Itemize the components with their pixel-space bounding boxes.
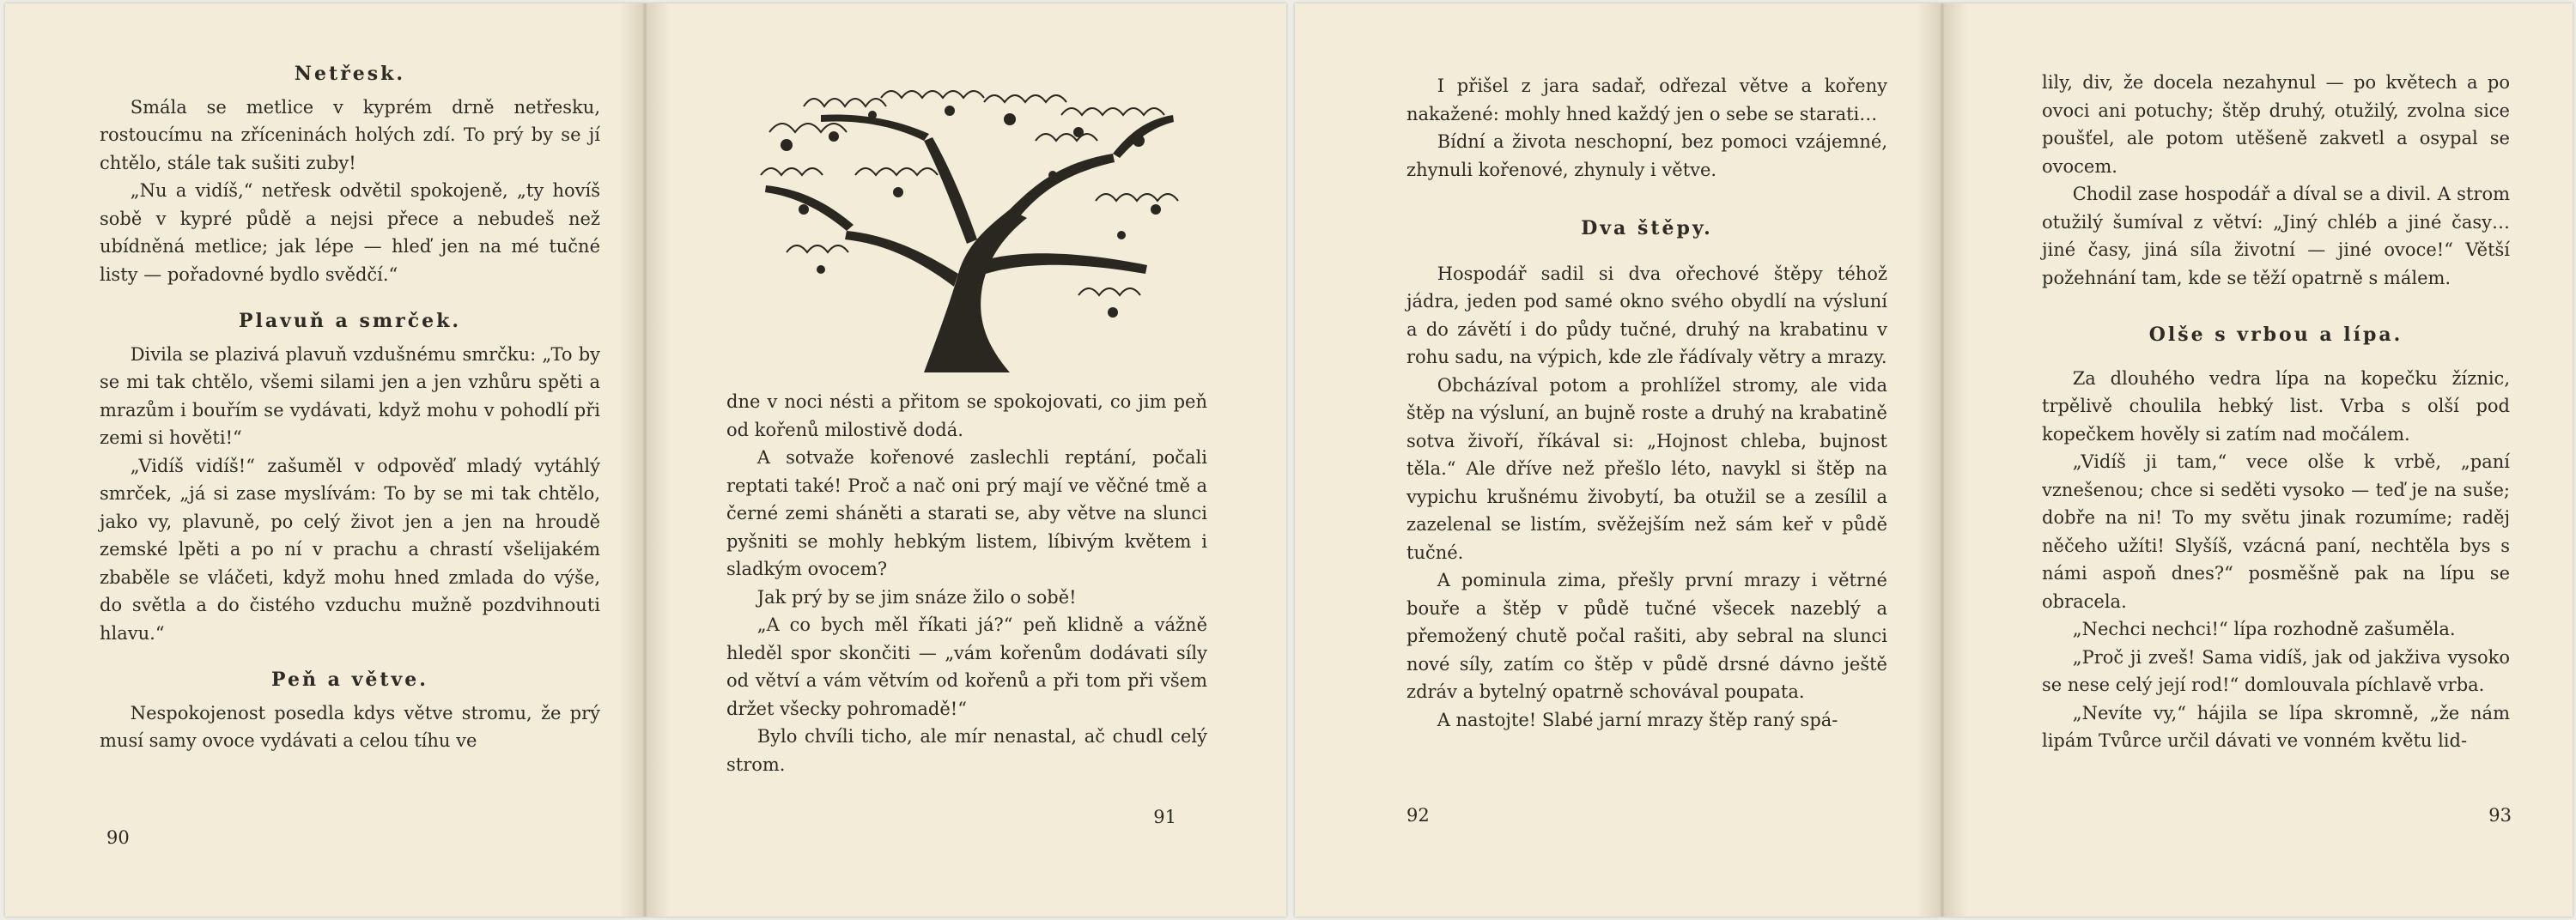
- paragraph: „Proč ji zveš! Sama vidíš, jak od jakživa vysoko se nese celý její rod!“ domlouvala píchlavě vrba.: [2042, 646, 2510, 695]
- heading-pen: Peň a větve.: [271, 669, 428, 691]
- paragraph: „Vidíš ji tam,“ vece olše k vrbě, „paní vznešenou; chce si seděti vysoko — teď je na suše; dobře na ni! To my světu jinak rozumíme; raděj něčeho užíti! Slyšíš, vzácná paní, nechtěla bys s námi aspoň dnes?“ posměšně pak na lípu se obracela.: [2042, 451, 2510, 612]
- paragraph: „Vidíš vidíš!“ zašuměl v odpověď mladý vytáhlý smrček, „já si zase myslívám: To by se mi tak chtělo, jako vy, plavuně, po celý život jen a jen na hroudě zemské lpěti a po ní v prachu a chrastí všelijakém zbaběle se vláčeti, když mohu hned zmlada do výše, do světla a do čistého vzduchu mužně pozdvihnouti hlavu.“: [100, 455, 600, 644]
- paragraph: Za dlouhého vedra lípa na kopečku žíznic, trpělivě choulila hebký list. Vrba s olší pod kopečkem hověly si zatím nad močálem.: [2042, 367, 2510, 445]
- paragraph: „A co bych měl říkati já?“ peň klidně a vážně hleděl spor skončiti — „vám kořenům dodávati síly od větví a vám větvím od kořenů a při tom při všem držet všecky pohromadě!“: [726, 614, 1207, 719]
- paragraph: dne v noci nésti a přitom se spokojovati, co jim peň od kořenů milostivě dodá.: [726, 391, 1207, 440]
- book-gutter: [619, 3, 671, 917]
- heading-plavun: Plavuň a smrček.: [238, 310, 462, 332]
- book-gutter: [1917, 3, 1968, 917]
- page-number: 90: [106, 826, 130, 848]
- page-93: [2042, 3, 2510, 917]
- paragraph: Divila se plazivá plavuň vzdušnému smrčku: „To by se mi tak chtělo, všemi silami jen a jen vzhůru spěti a mrazům i bouřím se vydávati, když mohu v pohodlí při zemi si hověti!“: [100, 343, 600, 448]
- tree-illustration: [752, 81, 1182, 372]
- paragraph: A nastojte! Slabé jarní mrazy štěp raný spá-: [1437, 709, 1838, 730]
- page-number: 93: [2488, 804, 2512, 826]
- right-spread: [1295, 3, 2573, 917]
- page-number: 92: [1406, 804, 1430, 826]
- page-90: [100, 3, 600, 917]
- heading-netresk: Netřesk.: [294, 63, 406, 85]
- page-92: [1406, 3, 1887, 917]
- paragraph: I přišel z jara sadař, odřezal větve a kořeny nakažené: mohly hned každý jen o sebe se starati…: [1406, 76, 1887, 124]
- paragraph: „Nu a vidíš,“ netřesk odvětil spokojeně, „ty hovíš sobě v kypré půdě a nejsi přece a nebudeš než ubídněná metlice; jak lépe — hleď jen na mé tučné listy — pořadovné bydlo svědčí.“: [100, 180, 600, 285]
- paragraph: Bylo chvíli ticho, ale mír nenastal, ač chudl celý strom.: [726, 726, 1207, 775]
- paragraph: Chodil zase hospodář a díval se a divil. A strom otužilý šumíval z větví: „Jiný chléb a jiné časy… jiné časy, jiná síla životní — jiné ovoce!“ Větší požehnání tam, kde se těží opatrně s málem.: [2042, 184, 2510, 288]
- page-number: 91: [1153, 806, 1176, 827]
- paragraph: Nespokojenost posedla kdys větve stromu, že prý musí samy ovoce vydávati a celou tíhu ve: [100, 702, 600, 751]
- paragraph: A pominula zima, přešly první mrazy i větrné bouře a štěp v půdě tučné všecek nazeblý a přemožený chutě počal rašiti, aby sebral na slunci nové síly, zatím co štěp v půdě drsné dávno ještě zdráv a bytelný opatrně schovával poupata.: [1406, 570, 1887, 702]
- paragraph: Obcházíval potom a prohlížel stromy, ale vida štěp na výsluní, an bujně roste a druhý na krabatině sotva živoří, říkával si: „Hojnost chleba, bujnost těla.“ Ale dříve než přešlo léto, navykl si štěp na vypichu krušnému živobytí, ba otužil se a zesílil a zazelenal se listím, svěžejším než sám keř v půdě tučné.: [1406, 374, 1887, 563]
- heading-stepy: Dva štěpy.: [1581, 217, 1713, 239]
- page-91: [726, 3, 1207, 917]
- left-spread: [5, 3, 1286, 917]
- paragraph: lily, div, že docela nezahynul — po květech a po ovoci ani potuchy; štěp druhý, otužilý, zvolna sice poušťel, ale potom utěšeně zakvetl a osypal se ovocem.: [2042, 72, 2510, 177]
- paragraph: Jak prý by se jim snáze žilo o sobě!: [756, 586, 1077, 608]
- paragraph: Smála se metlice v kyprém drně netřesku, rostoucímu na zříceninách holých zdí. To prý by se jí chtělo, stále tak sušiti zuby!: [100, 96, 600, 173]
- heading-olse: Olše s vrbou a lípa.: [2148, 324, 2403, 346]
- paragraph: „Nechci nechci!“ lípa rozhodně zašuměla.: [2072, 619, 2456, 639]
- paragraph: Bídní a života neschopní, bez pomoci vzájemné, zhynuli kořenové, zhynuly i větve.: [1406, 131, 1887, 180]
- paragraph: Hospodář sadil si dva ořechové štěpy téhož jádra, jeden pod samé okno svého obydlí na výsluní a do závětí i do půdy tučné, druhý na krabatinu v rohu sadu, na výpich, kde zle řádívaly větry a mrazy.: [1406, 263, 1887, 367]
- paragraph: „Nevíte vy,“ hájila se lípa skromně, „že nám lipám Tvůrce určil dávati ve vonném květu lid-: [2042, 702, 2510, 751]
- paragraph: A sotvaže kořenové zaslechli reptání, počali reptati také! Proč a nač oni prý mají ve věčné tmě a černé zemi sháněti a starati se, aby větve na slunci pyšniti se mohly hebkým listem, líbivým květem i sladkým ovocem?: [726, 447, 1207, 579]
